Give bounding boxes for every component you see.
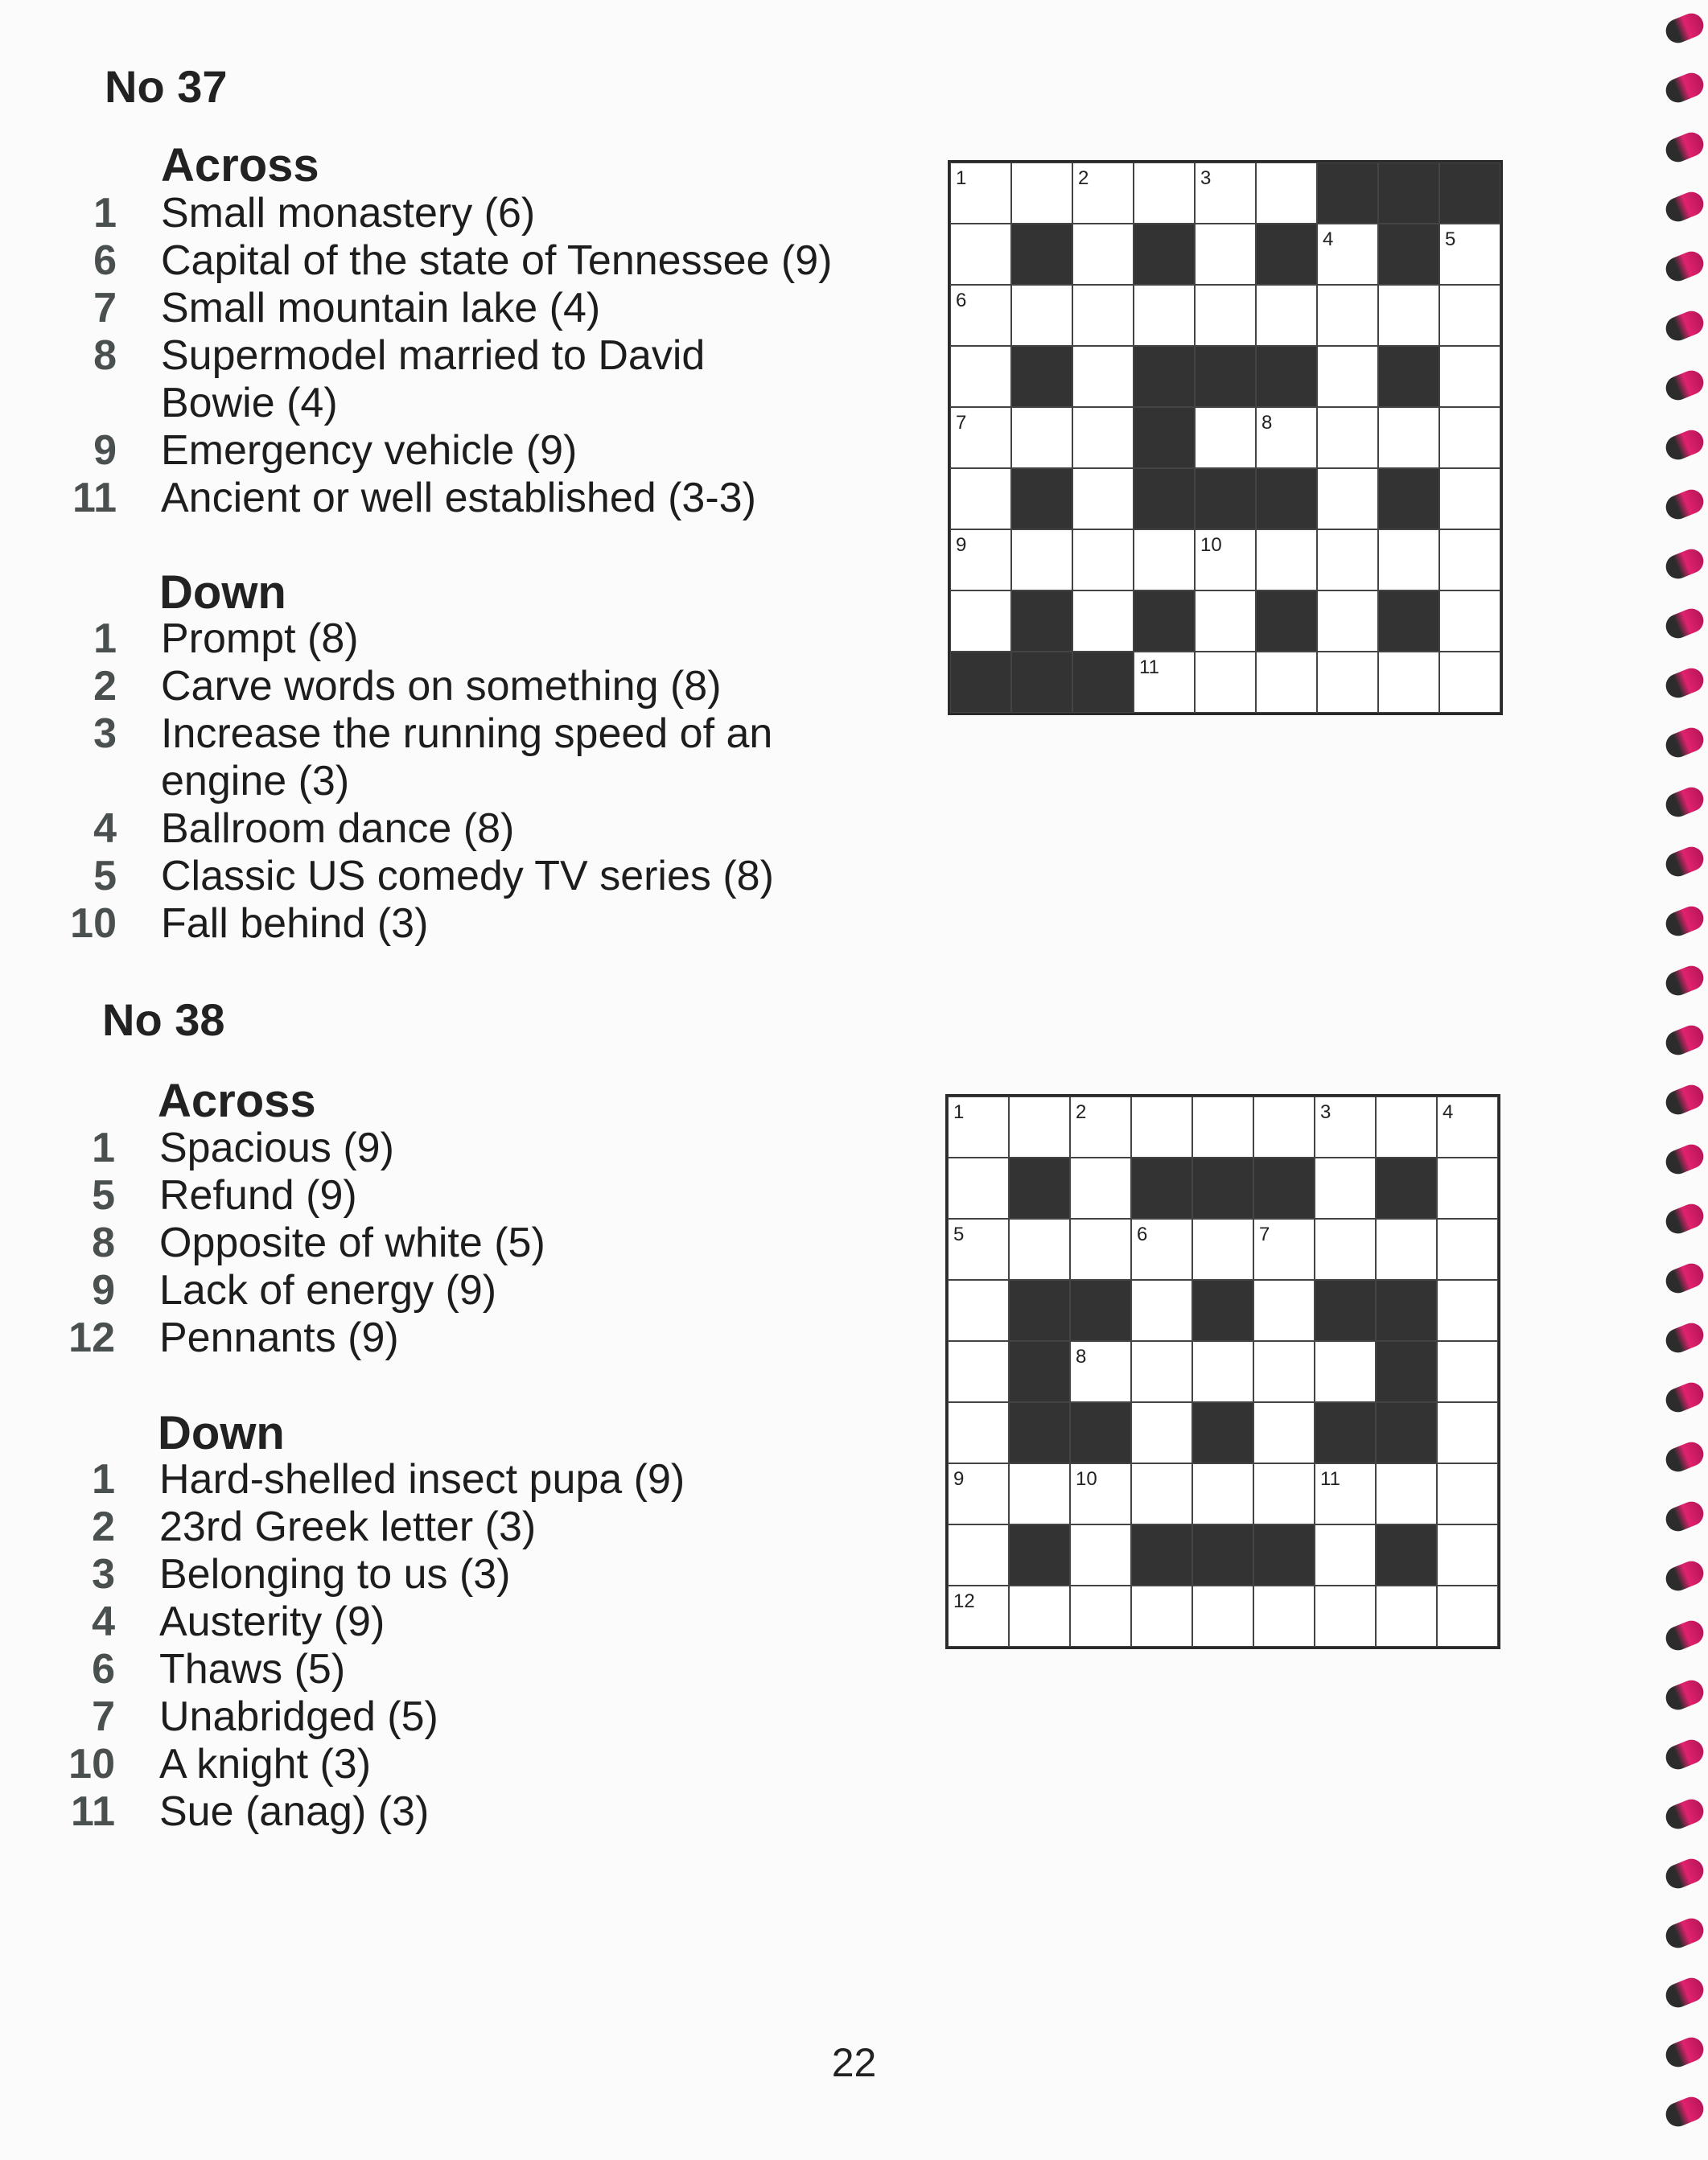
grid-block	[1009, 1524, 1070, 1586]
crossword-svg	[950, 163, 1500, 713]
clue-text: Small mountain lake (4)	[161, 285, 601, 331]
clue-number: 3	[92, 1551, 115, 1598]
grid-cell[interactable]	[1131, 1463, 1192, 1524]
clue-text: Ballroom dance (8)	[161, 805, 515, 852]
grid-block	[1072, 652, 1134, 713]
grid-cell[interactable]	[1256, 529, 1317, 590]
grid-clue-number: 9	[953, 1468, 965, 1490]
grid-cell[interactable]	[1437, 1219, 1498, 1280]
grid-clue-number: 3	[1320, 1101, 1331, 1123]
grid-cell[interactable]	[1131, 1586, 1192, 1647]
clue-number: 2	[92, 1504, 115, 1550]
grid-cell[interactable]	[1192, 1096, 1253, 1158]
grid-cell[interactable]	[1011, 285, 1072, 346]
grid-cell[interactable]	[1131, 1402, 1192, 1463]
clue-text: 23rd Greek letter (3)	[159, 1504, 537, 1550]
grid-block	[1134, 407, 1195, 468]
grid-cell[interactable]	[1009, 1096, 1070, 1158]
grid-cell[interactable]	[1437, 1586, 1498, 1647]
clue-number: 10	[70, 900, 117, 947]
grid-cell[interactable]	[1256, 652, 1317, 713]
grid-cell[interactable]	[1072, 468, 1134, 529]
grid-block	[1134, 346, 1195, 407]
grid-cell[interactable]	[1131, 1280, 1192, 1341]
grid-cell[interactable]	[1378, 285, 1439, 346]
binding-ring	[1662, 1081, 1707, 1118]
grid-cell[interactable]	[1437, 1341, 1498, 1402]
grid-cell[interactable]	[1072, 407, 1134, 468]
clue-text: Spacious (9)	[159, 1125, 394, 1171]
grid-cell[interactable]	[1317, 468, 1378, 529]
clue-text: Classic US comedy TV series (8)	[161, 853, 774, 899]
grid-cell[interactable]	[1315, 1586, 1376, 1647]
grid-cell[interactable]	[1072, 590, 1134, 652]
clue-number: 5	[92, 1172, 115, 1219]
binding-ring	[1662, 843, 1707, 880]
grid-clue-number: 7	[956, 412, 967, 434]
binding-ring	[1662, 1677, 1707, 1714]
clue-text: Capital of the state of Tennessee (9)	[161, 237, 833, 284]
grid-cell[interactable]	[1439, 468, 1500, 529]
grid-cell[interactable]	[1378, 407, 1439, 468]
grid-cell[interactable]	[1315, 1158, 1376, 1219]
grid-cell[interactable]	[1439, 529, 1500, 590]
grid-cell[interactable]	[1437, 1463, 1498, 1524]
grid-block	[1192, 1524, 1253, 1586]
grid-cell[interactable]	[1376, 1463, 1437, 1524]
grid-clue-number: 5	[953, 1224, 965, 1245]
grid-block	[1376, 1524, 1437, 1586]
grid-cell[interactable]	[1439, 407, 1500, 468]
grid-cell[interactable]	[1376, 1096, 1437, 1158]
grid-block	[1256, 468, 1317, 529]
grid-cell[interactable]	[1317, 346, 1378, 407]
grid-clue-number: 11	[1320, 1468, 1340, 1490]
clue-text: Prompt (8)	[161, 615, 359, 662]
grid-clue-number: 5	[1445, 228, 1456, 250]
grid-block	[1439, 163, 1500, 224]
grid-cell[interactable]	[1253, 1341, 1315, 1402]
binding-ring	[1662, 129, 1707, 166]
binding-ring	[1662, 1379, 1707, 1416]
grid-clue-number: 2	[1078, 167, 1089, 189]
puzzle-37-down-heading: Down	[159, 566, 286, 619]
grid-cell[interactable]	[1011, 407, 1072, 468]
puzzle-37-grid[interactable]	[948, 160, 1503, 715]
grid-block	[1378, 468, 1439, 529]
grid-block	[1378, 346, 1439, 407]
grid-cell[interactable]	[1256, 163, 1317, 224]
grid-cell[interactable]	[1195, 224, 1256, 285]
clue-text: Supermodel married to David	[161, 332, 706, 379]
grid-cell[interactable]	[1011, 529, 1072, 590]
binding-ring	[1662, 664, 1707, 701]
grid-cell[interactable]	[1070, 1158, 1131, 1219]
puzzle-38-grid[interactable]	[945, 1094, 1500, 1649]
grid-block	[1317, 163, 1378, 224]
clue-text: Sue (anag) (3)	[159, 1788, 430, 1835]
grid-clue-number: 1	[956, 167, 967, 189]
grid-block	[1378, 590, 1439, 652]
clue-text: Small monastery (6)	[161, 190, 536, 237]
grid-block	[1011, 590, 1072, 652]
binding-ring	[1662, 307, 1707, 344]
clue-number: 11	[71, 1788, 115, 1835]
binding-ring	[1662, 1796, 1707, 1833]
clue-text: Increase the running speed of an	[161, 710, 773, 757]
grid-cell[interactable]	[1376, 1586, 1437, 1647]
binding-ring	[1662, 962, 1707, 999]
grid-cell[interactable]	[948, 1280, 1009, 1341]
grid-block	[1131, 1158, 1192, 1219]
grid-cell[interactable]	[1131, 1341, 1192, 1402]
grid-block	[1070, 1402, 1131, 1463]
grid-clue-number: 10	[1076, 1468, 1097, 1490]
grid-cell[interactable]	[1072, 285, 1134, 346]
clue-number: 1	[93, 615, 117, 662]
grid-cell[interactable]	[1437, 1280, 1498, 1341]
grid-cell[interactable]	[950, 346, 1011, 407]
binding-ring	[1662, 1498, 1707, 1535]
clue-text: A knight (3)	[159, 1741, 372, 1788]
grid-block	[1192, 1402, 1253, 1463]
binding-ring	[1662, 1557, 1707, 1594]
clue-text: Austerity (9)	[159, 1598, 385, 1645]
grid-cell[interactable]	[1317, 652, 1378, 713]
grid-cell[interactable]	[1437, 1402, 1498, 1463]
binding-ring	[1662, 784, 1707, 821]
grid-clue-number: 6	[956, 290, 967, 311]
grid-block	[1011, 346, 1072, 407]
puzzle-38-across-heading: Across	[158, 1075, 316, 1127]
binding-ring	[1662, 1022, 1707, 1059]
grid-block	[1376, 1341, 1437, 1402]
spiral-binding	[1662, 16, 1708, 2156]
page-number: 22	[831, 2040, 877, 2085]
clue-number: 9	[92, 1267, 115, 1314]
grid-block	[1315, 1402, 1376, 1463]
binding-ring	[1662, 69, 1707, 106]
grid-clue-number: 8	[1261, 412, 1273, 434]
grid-block	[1256, 224, 1317, 285]
binding-ring	[1662, 1855, 1707, 1892]
clue-number: 9	[93, 427, 117, 474]
binding-ring	[1662, 1736, 1707, 1773]
clue-number: 4	[92, 1598, 115, 1645]
grid-block	[1009, 1158, 1070, 1219]
clue-text: Fall behind (3)	[161, 900, 429, 947]
grid-cell[interactable]	[1009, 1463, 1070, 1524]
clue-number: 1	[93, 190, 117, 237]
grid-block	[1256, 590, 1317, 652]
grid-block	[1009, 1402, 1070, 1463]
clue-number: 3	[93, 710, 117, 757]
grid-cell[interactable]	[1070, 1586, 1131, 1647]
grid-cell[interactable]	[950, 590, 1011, 652]
grid-block	[1376, 1402, 1437, 1463]
grid-cell[interactable]	[948, 1524, 1009, 1586]
grid-block	[1195, 346, 1256, 407]
grid-block	[1195, 468, 1256, 529]
clue-number: 6	[93, 237, 117, 284]
grid-cell[interactable]	[1439, 285, 1500, 346]
binding-ring	[1662, 903, 1707, 940]
grid-cell[interactable]	[948, 1341, 1009, 1402]
clue-text: Ancient or well established (3-3)	[161, 475, 756, 521]
grid-block	[1011, 468, 1072, 529]
grid-cell[interactable]	[1009, 1586, 1070, 1647]
grid-cell[interactable]	[1317, 407, 1378, 468]
grid-cell[interactable]	[1378, 529, 1439, 590]
grid-cell[interactable]	[1253, 1463, 1315, 1524]
grid-cell[interactable]	[1253, 1280, 1315, 1341]
grid-cell[interactable]	[1256, 285, 1317, 346]
clue-number: 1	[92, 1125, 115, 1171]
binding-ring	[1662, 1915, 1707, 1952]
grid-clue-number: 2	[1076, 1101, 1087, 1123]
grid-block	[1070, 1280, 1131, 1341]
grid-cell[interactable]	[1131, 1096, 1192, 1158]
grid-cell[interactable]	[1315, 1524, 1376, 1586]
grid-cell[interactable]	[1195, 590, 1256, 652]
grid-block	[1376, 1280, 1437, 1341]
clue-text: Opposite of white (5)	[159, 1220, 545, 1266]
clue-number: 11	[72, 475, 117, 521]
grid-block	[1378, 163, 1439, 224]
clue-text: Belonging to us (3)	[159, 1551, 511, 1598]
grid-clue-number: 12	[953, 1590, 975, 1612]
grid-block	[1253, 1158, 1315, 1219]
binding-ring	[1662, 605, 1707, 642]
binding-ring	[1662, 1141, 1707, 1178]
grid-cell[interactable]	[950, 468, 1011, 529]
binding-ring	[1662, 248, 1707, 285]
puzzle-37-title: No 37	[105, 61, 228, 112]
grid-block	[1134, 590, 1195, 652]
clue-text: Emergency vehicle (9)	[161, 427, 578, 474]
grid-cell[interactable]	[1315, 1219, 1376, 1280]
grid-cell[interactable]	[1439, 652, 1500, 713]
binding-ring	[1662, 367, 1707, 404]
grid-cell[interactable]	[1195, 652, 1256, 713]
grid-cell[interactable]	[1437, 1158, 1498, 1219]
grid-clue-number: 7	[1259, 1224, 1270, 1245]
clue-number: 8	[92, 1220, 115, 1266]
grid-block	[1009, 1280, 1070, 1341]
clue-number: 7	[93, 285, 117, 331]
grid-cell[interactable]	[1192, 1341, 1253, 1402]
grid-clue-number: 6	[1137, 1224, 1148, 1245]
clue-text: Refund (9)	[159, 1172, 357, 1219]
puzzle-38-down-heading: Down	[158, 1407, 285, 1459]
grid-cell[interactable]	[1011, 163, 1072, 224]
grid-block	[1376, 1158, 1437, 1219]
grid-clue-number: 1	[953, 1101, 965, 1123]
clue-number: 12	[68, 1315, 115, 1361]
grid-block	[1134, 224, 1195, 285]
grid-clue-number: 9	[956, 534, 967, 556]
binding-ring	[1662, 1974, 1707, 2011]
clue-text: engine (3)	[161, 758, 350, 804]
grid-cell[interactable]	[1317, 285, 1378, 346]
grid-cell[interactable]	[1378, 652, 1439, 713]
grid-block	[1253, 1524, 1315, 1586]
binding-ring	[1662, 1438, 1707, 1475]
binding-ring	[1662, 1200, 1707, 1237]
clue-number: 8	[93, 332, 117, 379]
grid-cell[interactable]	[1253, 1096, 1315, 1158]
crossword-svg	[948, 1096, 1498, 1647]
grid-cell[interactable]	[1317, 529, 1378, 590]
grid-clue-number: 10	[1200, 534, 1222, 556]
binding-ring	[1662, 486, 1707, 523]
grid-cell[interactable]	[1009, 1219, 1070, 1280]
grid-block	[1131, 1524, 1192, 1586]
grid-cell[interactable]	[1192, 1586, 1253, 1647]
grid-clue-number: 4	[1323, 228, 1334, 250]
clue-number: 1	[92, 1456, 115, 1503]
grid-cell[interactable]	[1317, 590, 1378, 652]
clue-text: Hard-shelled insect pupa (9)	[159, 1456, 685, 1503]
binding-ring	[1662, 1260, 1707, 1297]
grid-block	[1192, 1158, 1253, 1219]
grid-cell[interactable]	[950, 224, 1011, 285]
grid-cell[interactable]	[1072, 346, 1134, 407]
binding-ring	[1662, 188, 1707, 225]
grid-cell[interactable]	[1072, 224, 1134, 285]
clue-number: 2	[93, 663, 117, 710]
grid-clue-number: 11	[1139, 656, 1159, 678]
grid-block	[1011, 652, 1072, 713]
grid-cell[interactable]	[1134, 529, 1195, 590]
grid-clue-number: 3	[1200, 167, 1212, 189]
grid-cell[interactable]	[1376, 1219, 1437, 1280]
clue-number: 7	[92, 1693, 115, 1740]
grid-cell[interactable]	[1134, 163, 1195, 224]
grid-cell[interactable]	[1195, 285, 1256, 346]
grid-block	[1011, 224, 1072, 285]
binding-ring	[1662, 1617, 1707, 1654]
grid-cell[interactable]	[1195, 407, 1256, 468]
binding-ring	[1662, 724, 1707, 761]
puzzle-37-across-heading: Across	[161, 139, 319, 191]
binding-ring	[1662, 10, 1707, 47]
grid-block	[1315, 1280, 1376, 1341]
grid-cell[interactable]	[1192, 1463, 1253, 1524]
grid-cell[interactable]	[948, 1158, 1009, 1219]
grid-cell[interactable]	[1437, 1524, 1498, 1586]
grid-cell[interactable]	[1253, 1402, 1315, 1463]
clue-number: 10	[68, 1741, 115, 1788]
grid-clue-number: 4	[1443, 1101, 1454, 1123]
grid-block	[1378, 224, 1439, 285]
clue-text: Lack of energy (9)	[159, 1267, 497, 1314]
grid-cell[interactable]	[1192, 1219, 1253, 1280]
grid-cell[interactable]	[1439, 346, 1500, 407]
clue-number: 5	[93, 853, 117, 899]
clue-text: Thaws (5)	[159, 1646, 346, 1693]
binding-ring	[1662, 545, 1707, 582]
grid-block	[1192, 1280, 1253, 1341]
grid-block	[1256, 346, 1317, 407]
grid-clue-number: 8	[1076, 1346, 1087, 1368]
grid-cell[interactable]	[948, 1402, 1009, 1463]
grid-block	[1009, 1341, 1070, 1402]
binding-ring	[1662, 426, 1707, 463]
clue-number: 6	[92, 1646, 115, 1693]
grid-cell[interactable]	[1072, 529, 1134, 590]
grid-block	[950, 652, 1011, 713]
binding-ring	[1662, 2034, 1707, 2071]
puzzle-38-title: No 38	[102, 994, 225, 1045]
grid-block	[1134, 468, 1195, 529]
grid-cell[interactable]	[1134, 285, 1195, 346]
clue-number: 4	[93, 805, 117, 852]
clue-text: Bowie (4)	[161, 380, 338, 426]
clue-text: Unabridged (5)	[159, 1693, 438, 1740]
binding-ring	[1662, 2093, 1707, 2130]
binding-ring	[1662, 1319, 1707, 1356]
grid-cell[interactable]	[1253, 1586, 1315, 1647]
grid-cell[interactable]	[1070, 1524, 1131, 1586]
clue-text: Pennants (9)	[159, 1315, 399, 1361]
grid-cell[interactable]	[1070, 1219, 1131, 1280]
grid-cell[interactable]	[1439, 590, 1500, 652]
grid-cell[interactable]	[1315, 1341, 1376, 1402]
clue-text: Carve words on something (8)	[161, 663, 722, 710]
